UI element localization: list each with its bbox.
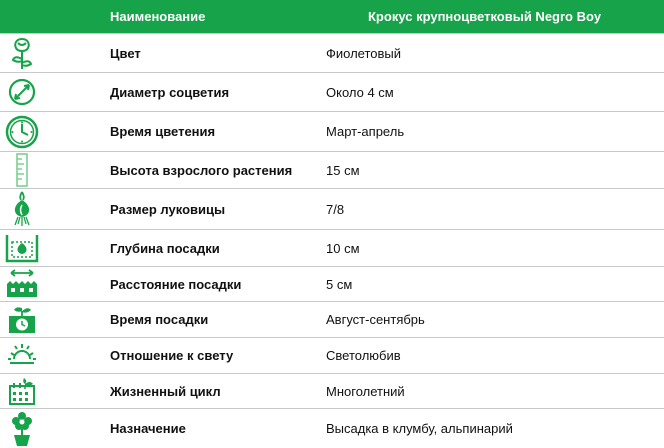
- header-name-col: Наименование: [110, 9, 206, 24]
- row-value: Светолюбив: [326, 348, 401, 363]
- bulb-icon: [0, 189, 80, 229]
- table-row: [0, 72, 664, 111]
- row-label: Цвет: [110, 45, 141, 61]
- row-value: Август-сентябрь: [326, 312, 425, 327]
- row-value: Многолетний: [326, 383, 405, 399]
- row-label: Отношение к свету: [110, 348, 234, 363]
- clock-icon: [0, 112, 80, 151]
- calendar-plant-icon: [0, 374, 80, 408]
- rose-icon: [0, 34, 80, 72]
- flower-pot-icon: [0, 409, 80, 448]
- row-label: Время цветения: [110, 124, 216, 139]
- table-row: [0, 408, 664, 448]
- header-value-col: Крокус крупноцветковый Negro Boy: [368, 9, 602, 24]
- table-row: [0, 188, 664, 229]
- row-label: Жизненный цикл: [110, 383, 221, 399]
- ruler-icon: [0, 152, 80, 188]
- planting-depth-icon: [0, 230, 80, 266]
- row-value: 7/8: [326, 201, 345, 217]
- table-row: [0, 229, 664, 266]
- row-value: 15 см: [326, 162, 360, 178]
- row-value: 5 см: [326, 276, 353, 292]
- sun-icon: [0, 338, 80, 373]
- row-label: Назначение: [110, 421, 186, 436]
- diameter-icon: [0, 73, 80, 111]
- table-row: [0, 111, 664, 151]
- row-label: Время посадки: [110, 312, 209, 327]
- row-label: Глубина посадки: [110, 240, 220, 256]
- row-value: 10 см: [326, 240, 360, 256]
- row-label: Размер луковицы: [110, 201, 226, 217]
- table-row: [0, 266, 664, 301]
- row-label: Высота взрослого растения: [110, 162, 293, 178]
- table-row: [0, 373, 664, 408]
- row-value: Фиолетовый: [326, 45, 402, 61]
- table-row: [0, 301, 664, 337]
- planting-time-icon: [0, 302, 80, 337]
- row-value: Март-апрель: [326, 124, 405, 139]
- row-label: Расстояние посадки: [110, 276, 242, 292]
- row-value: Около 4 см: [326, 84, 394, 100]
- header-icon-cell: [0, 0, 80, 33]
- table-row: [0, 151, 664, 188]
- spacing-icon: [0, 267, 80, 301]
- row-label: Диаметр соцветия: [110, 84, 230, 100]
- table-header: [0, 0, 664, 33]
- row-value: Высадка в клумбу, альпинарий: [326, 421, 513, 436]
- table-row: [0, 33, 664, 72]
- table-row: [0, 337, 664, 373]
